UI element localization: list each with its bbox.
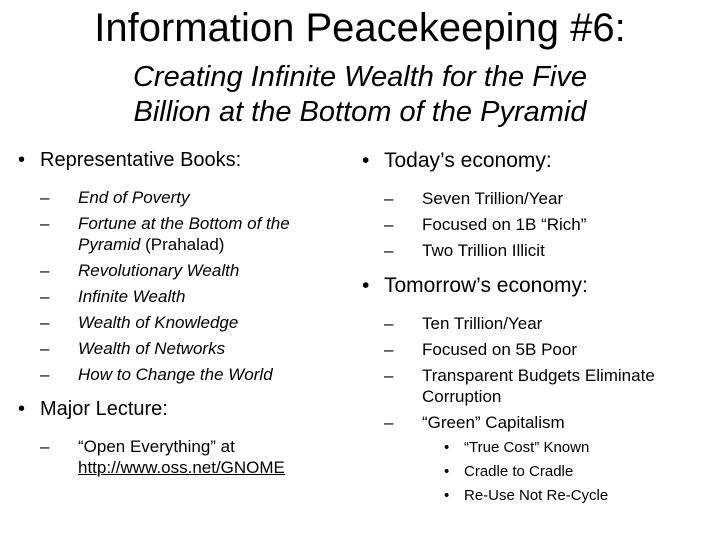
- lecture-heading-text: Major Lecture:: [40, 398, 168, 420]
- tomorrow-item: Transparent Budgets Eliminate Corruption: [422, 366, 655, 406]
- book-title: End of Poverty: [78, 188, 190, 207]
- bullet-icon: •: [362, 274, 370, 297]
- today-item: Focused on 1B “Rich”: [422, 215, 587, 234]
- list-item: [362, 240, 712, 261]
- bullet-icon: •: [444, 487, 450, 504]
- tomorrow-heading: [362, 273, 712, 298]
- book-title: Fortune at the Bottom of the Pyramid: [78, 214, 290, 254]
- lecture-heading: [18, 397, 348, 421]
- today-list: [362, 188, 712, 261]
- books-heading: [18, 148, 348, 172]
- bullet-icon: •: [444, 463, 450, 480]
- subtitle-line-2: Billion at the Bottom of the Pyramid: [133, 96, 587, 128]
- list-item: [18, 213, 348, 255]
- list-item: [18, 338, 348, 359]
- dash-icon: –: [384, 215, 394, 234]
- list-item: [362, 486, 712, 505]
- green-item: Cradle to Cradle: [464, 463, 574, 480]
- list-item: [362, 313, 712, 334]
- today-item: Two Trillion Illicit: [422, 241, 545, 260]
- list-item: [362, 339, 712, 360]
- list-item: [362, 188, 712, 209]
- slide-title: Information Peacekeeping #6:: [94, 6, 626, 50]
- list-item: [18, 286, 348, 307]
- list-item: [18, 260, 348, 281]
- book-author: (Prahalad): [140, 235, 225, 254]
- dash-icon: –: [40, 287, 50, 306]
- dash-icon: –: [384, 189, 394, 208]
- list-item: [362, 462, 712, 481]
- dash-icon: –: [384, 314, 394, 333]
- tomorrow-list: [362, 313, 712, 505]
- bullet-icon: •: [362, 149, 370, 172]
- tomorrow-item: Focused on 5B Poor: [422, 340, 577, 359]
- dash-icon: –: [40, 188, 50, 207]
- today-heading: [362, 148, 712, 173]
- today-heading-text: Today’s economy:: [384, 149, 552, 172]
- list-item: [18, 187, 348, 208]
- dash-icon: –: [384, 340, 394, 359]
- dash-icon: –: [40, 437, 50, 456]
- list-item: [362, 214, 712, 235]
- dash-icon: –: [40, 261, 50, 280]
- books-heading-text: Representative Books:: [40, 149, 242, 171]
- book-title: Wealth of Knowledge: [78, 313, 239, 332]
- books-list: [18, 187, 348, 385]
- subtitle-line-1: Creating Infinite Wealth for the Five: [132, 61, 588, 93]
- left-column: [18, 148, 348, 483]
- list-item: [362, 438, 712, 457]
- dash-icon: –: [384, 366, 394, 385]
- book-title: Wealth of Networks: [78, 339, 226, 358]
- book-title: How to Change the World: [78, 365, 273, 384]
- dash-icon: –: [40, 214, 50, 233]
- right-column: [362, 148, 712, 510]
- tomorrow-heading-text: Tomorrow’s economy:: [384, 274, 588, 297]
- book-title: Infinite Wealth: [78, 287, 186, 306]
- tomorrow-item: Ten Trillion/Year: [422, 314, 543, 333]
- lecture-item: [18, 436, 348, 478]
- bullet-icon: •: [18, 398, 26, 420]
- bullet-icon: •: [18, 149, 26, 171]
- today-item: Seven Trillion/Year: [422, 189, 564, 208]
- green-item: “True Cost” Known: [464, 439, 590, 456]
- list-item: [362, 365, 712, 407]
- list-item: [18, 312, 348, 333]
- list-item: [362, 412, 712, 433]
- slide-subtitle: [0, 60, 720, 130]
- bullet-icon: •: [444, 439, 450, 456]
- dash-icon: –: [384, 241, 394, 260]
- green-item: Re-Use Not Re-Cycle: [464, 487, 609, 504]
- lecture-link[interactable]: http://www.oss.net/GNOME: [78, 458, 285, 477]
- tomorrow-item: “Green” Capitalism: [422, 413, 565, 432]
- book-title: Revolutionary Wealth: [78, 261, 240, 280]
- dash-icon: –: [40, 339, 50, 358]
- dash-icon: –: [40, 365, 50, 384]
- dash-icon: –: [40, 313, 50, 332]
- dash-icon: –: [384, 413, 394, 432]
- lecture-text: “Open Everything” at: [78, 437, 235, 456]
- list-item: [18, 364, 348, 385]
